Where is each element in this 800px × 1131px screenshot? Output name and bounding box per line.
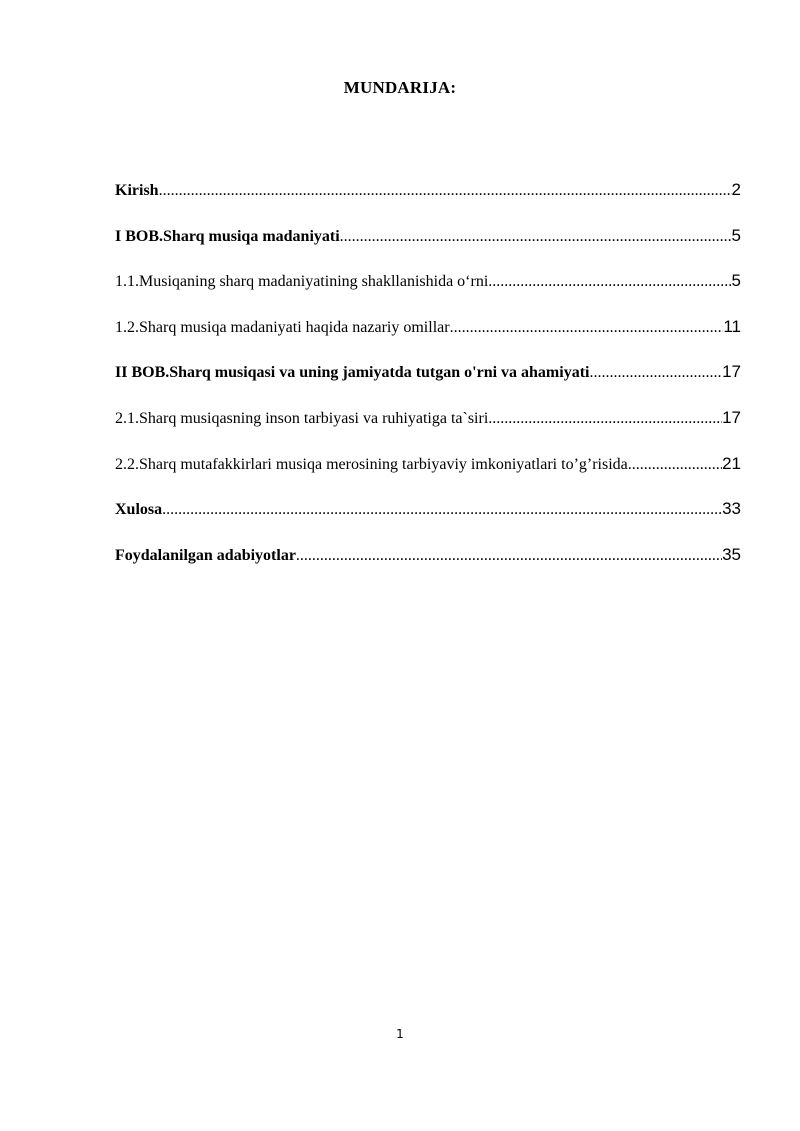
page-number: 1 [396, 1027, 404, 1041]
toc-entry-label: 1.1.Musiqaning sharq madaniyatining shakllanishida o‘rni [115, 273, 489, 291]
toc-entry-label: 2.1.Sharq musiqasning inson tarbiyasi va ruhiyatiga ta`siri [115, 409, 489, 427]
toc-leader-dots [488, 273, 731, 291]
toc-entry-page: 2 [731, 180, 741, 199]
toc-entry-section-1-2 [115, 317, 741, 363]
toc-entry-xulosa [115, 499, 741, 545]
toc-entry-page: 17 [722, 407, 741, 427]
toc-entry-page: 21 [722, 453, 741, 473]
toc-leader-dots [159, 182, 732, 200]
toc-entry-label: II BOB.Sharq musiqasi va uning jamiyatda tutgan o'rni va ahamiyati [115, 364, 590, 382]
toc-leader-dots [340, 228, 732, 246]
toc-entry-label: 1.2.Sharq musiqa madaniyati haqida nazariy omillar [115, 318, 450, 336]
toc-leader-dots [628, 456, 722, 474]
toc-entry-label: 2.2.Sharq mutafakkirlari musiqa merosining tarbiyaviy imkoniyatlari to’g’risida [115, 455, 628, 473]
toc-entry-label: Xulosa [115, 501, 163, 519]
toc-entry-label: Foydalanilgan adabiyotlar [115, 546, 296, 564]
toc-entry-page: 35 [722, 544, 741, 564]
toc-entry-page: 11 [723, 316, 741, 336]
table-of-contents [115, 180, 741, 590]
toc-entry-chapter-1 [115, 226, 741, 272]
toc-entry-references [115, 545, 741, 591]
toc-leader-dots [488, 410, 722, 428]
toc-entry-section-2-1 [115, 408, 741, 454]
page-title: MUNDARIJA: [343, 78, 457, 97]
toc-entry-page: 5 [731, 271, 741, 291]
toc-entry-page: 17 [722, 362, 741, 382]
toc-entry-page: 33 [722, 499, 741, 519]
toc-entry-section-1-1 [115, 271, 741, 317]
toc-leader-dots [162, 501, 722, 519]
toc-entry-section-2-2 [115, 454, 741, 500]
toc-entry-chapter-2 [115, 362, 741, 408]
toc-entry-label: I BOB.Sharq musiqa madaniyati [115, 227, 340, 245]
toc-entry-page: 5 [731, 225, 741, 245]
toc-entry-kirish [115, 180, 741, 226]
toc-leader-dots [589, 364, 722, 382]
toc-entry-label: Kirish [115, 182, 159, 199]
toc-leader-dots [450, 319, 724, 337]
toc-leader-dots [296, 547, 722, 565]
